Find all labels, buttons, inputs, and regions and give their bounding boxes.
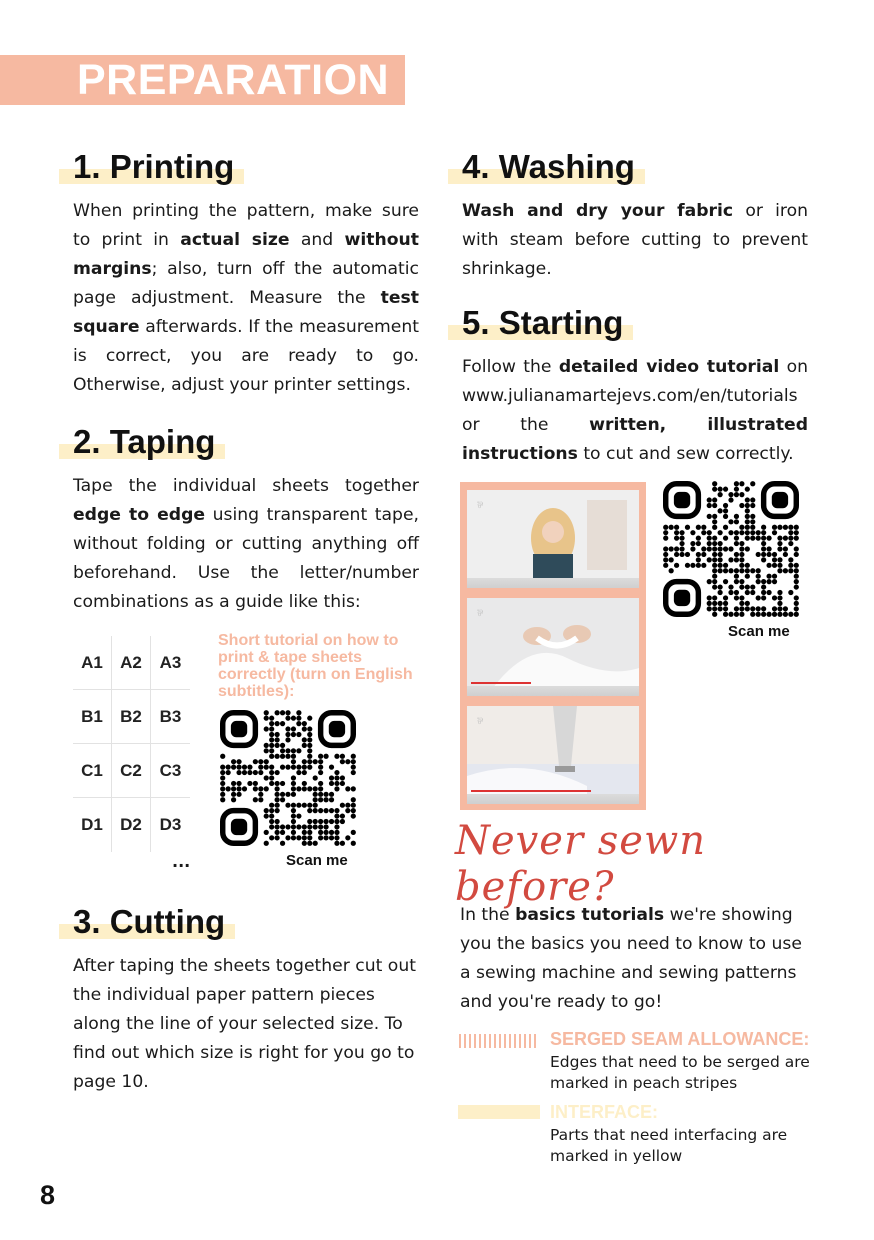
- video-thumbnail[interactable]: [467, 490, 639, 588]
- qr-code-left[interactable]: [220, 710, 356, 846]
- sheet-grid: [73, 636, 191, 854]
- svg-text:⅌: ⅌: [477, 609, 483, 619]
- printing-heading: 1. Printing: [65, 147, 244, 187]
- washing-text: Wash and dry your fabric or iron with steam before cutting to prevent shrinkage.: [462, 201, 809, 279]
- grid-cell: A3: [151, 636, 190, 690]
- scan-me-label-right: Scan me: [728, 623, 790, 640]
- printing-text: When printing the pattern, make sure to print in actual size and without margins; also, turn off the automatic page adjustment. Measure the test square afterwards. If the measurement is correct, you are ready to go. Otherwise, adjust your printer settings.: [73, 201, 420, 395]
- grid-cell: A2: [112, 636, 151, 690]
- yellow-swatch: [458, 1105, 540, 1119]
- video-preview-image: [467, 490, 639, 588]
- serged-desc: Edges that need to be serged are marked in peach stripes: [550, 1053, 810, 1092]
- interface-label: INTERFACE:: [550, 1102, 658, 1122]
- video-controls: [467, 794, 639, 804]
- video-controls: [467, 578, 639, 588]
- section-taping: [73, 422, 419, 617]
- video-thumbnail[interactable]: [467, 706, 639, 804]
- qr-code-right[interactable]: [663, 481, 799, 617]
- taping-heading: 2. Taping: [65, 422, 225, 462]
- grid-cell: C2: [112, 744, 151, 798]
- qr-code-icon: [663, 481, 799, 617]
- video-thumbnails: [460, 482, 646, 810]
- grid-cell: B1: [73, 690, 112, 744]
- section-cutting: [73, 902, 421, 1097]
- starting-text: Follow the detailed video tutorial on www.julianamartejevs.com/en/tutorials or the written, illustrated instructions to cut and sew correctly.: [462, 357, 809, 464]
- serged-label: SERGED SEAM ALLOWANCE:: [550, 1029, 810, 1049]
- video-progress: [471, 682, 531, 684]
- interface-desc: Parts that need interfacing are marked in yellow: [550, 1126, 788, 1165]
- grid-cell: A1: [73, 636, 112, 690]
- grid-cell: D1: [73, 798, 112, 852]
- starting-heading: 5. Starting: [454, 303, 633, 343]
- grid-cell: B3: [151, 690, 190, 744]
- never-sewn-before-heading: Never sewn before?: [455, 818, 706, 910]
- video-thumbnail[interactable]: [467, 598, 639, 696]
- video-controls: [467, 686, 639, 696]
- cutting-heading: 3. Cutting: [65, 902, 235, 942]
- section-starting: [462, 303, 808, 469]
- section-washing: [462, 147, 808, 284]
- grid-cell: C1: [73, 744, 112, 798]
- page-title: PREPARATION: [77, 56, 390, 104]
- washing-heading: 4. Washing: [454, 147, 645, 187]
- grid-ellipsis: ...: [172, 852, 191, 871]
- peach-stripes-swatch: [459, 1034, 539, 1048]
- taping-text: Tape the individual sheets together edge to edge using transparent tape, without folding or cutting anything off beforehand. Use the letter/number combinations as a guide like this:: [73, 476, 419, 612]
- svg-text:⅌: ⅌: [477, 717, 483, 727]
- section-printing: [73, 147, 419, 400]
- page-number: 8: [40, 1180, 56, 1210]
- video-progress: [471, 790, 591, 792]
- grid-cell: B2: [112, 690, 151, 744]
- grid-cell: D3: [159, 815, 182, 834]
- grid-cell: D2: [112, 798, 151, 852]
- svg-text:⅌: ⅌: [477, 501, 483, 511]
- scan-me-label-left: Scan me: [286, 852, 348, 869]
- qr-code-icon: [220, 710, 356, 846]
- grid-cell: C3: [151, 744, 190, 798]
- basics-text: In the basics tutorials we're showing you the basics you need to know to use a sewing machine and sewing patterns and you're ready to go!: [460, 905, 802, 1012]
- tutorial-note: Short tutorial on how to print & tape sheets correctly (turn on English subtitles):: [218, 632, 413, 700]
- cutting-text: After taping the sheets together cut out the individual paper pattern pieces along the line of your selected size. To find out which size is right for you go to page 10.: [73, 956, 416, 1092]
